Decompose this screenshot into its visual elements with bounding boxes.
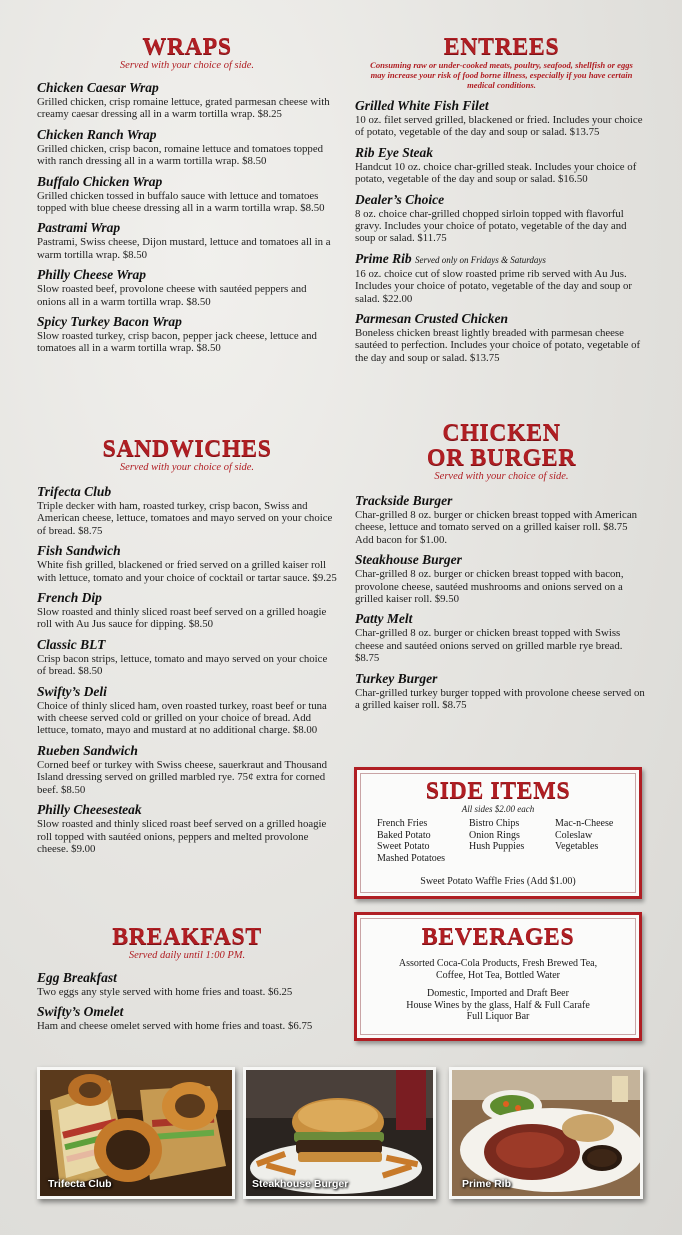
beverage-line: House Wines by the glass, Half & Full Carafe <box>406 999 590 1011</box>
menu-item <box>37 1004 337 1032</box>
menu-item <box>355 192 648 245</box>
menu-item-name <box>355 251 648 268</box>
menu-item-description: White fish grilled, blackened or fried served on a grilled kaiser roll with lettuce, tomato and your choice of cocktail or tartar sauce. $9.25 <box>37 559 337 584</box>
menu-item-description: Char-grilled 8 oz. burger or chicken breast topped with Swiss cheese and sautéed onions served on grilled marble rye bread. $8.75 <box>355 627 623 665</box>
menu-item-description: Char-grilled turkey burger topped with provolone cheese served on a grilled kaiser roll. $8.75 <box>355 686 645 712</box>
wraps-section <box>37 34 337 361</box>
photo-trifecta-club <box>37 1067 235 1199</box>
beverage-line: Full Liquor Bar <box>466 1011 530 1022</box>
menu-item <box>37 80 337 121</box>
menu-item <box>37 220 337 261</box>
menu-item-name <box>355 98 648 114</box>
menu-item-description: Boneless chicken breast lightly breaded with parmesan cheese sautéed to perfection. Includes your choice of potato, vegetable of the day and soup or salad. $13.75 <box>355 327 641 364</box>
menu-item <box>37 802 337 855</box>
photo-steakhouse-burger <box>243 1067 436 1199</box>
menu-item-description: Pastrami, Swiss cheese, Dijon mustard, lettuce and tomatoes all in a warm tortilla wrap. $8.50 <box>37 236 331 261</box>
menu-item <box>355 251 648 305</box>
menu-item-description: 8 oz. choice char-grilled chopped sirloin topped with flavorful gravy. Includes your choice of potato, vegetable of the day and soup or salad. $11.75 <box>355 207 627 245</box>
menu-item-title: Philly Cheesesteak <box>37 802 142 818</box>
menu-item-description: Grilled chicken, crisp bacon, romaine lettuce and tomatoes topped with ranch dressing all in a warm tortilla wrap. $8.50 <box>37 142 324 168</box>
side-item: Hush Puppies <box>469 841 525 852</box>
photo-caption: Trifecta Club <box>48 1178 112 1190</box>
menu-item-name <box>355 552 648 568</box>
beverage-line: Coffee, Hot Tea, Bottled Water <box>435 969 561 981</box>
section-subtitle-chicken-burger: Served with your choice of side. <box>434 471 569 482</box>
menu-item-name <box>355 611 648 627</box>
menu-item <box>355 145 648 186</box>
menu-item-note: Served only on Fridays & Saturdays <box>415 254 546 265</box>
menu-item <box>355 493 648 546</box>
menu-item-name <box>37 174 337 190</box>
menu-item-name <box>37 220 337 236</box>
menu-item-title: Patty Melt <box>355 611 413 627</box>
photo-strip <box>30 1067 650 1202</box>
menu-item-title: Rueben Sandwich <box>37 742 138 758</box>
menu-item-name <box>37 743 337 759</box>
menu-item-title: Buffalo Chicken Wrap <box>37 173 163 189</box>
menu-item-title: Rib Eye Steak <box>355 144 433 160</box>
breakfast-section <box>37 924 337 1039</box>
side-item: Sweet Potato <box>377 841 430 852</box>
menu-item-description: Slow roasted turkey, crisp bacon, pepper jack cheese, lettuce and tomatoes all in a warm tortilla wrap. $8.50 <box>37 330 317 355</box>
side-item: Bistro Chips <box>469 818 520 829</box>
menu-item-description: Choice of thinly sliced ham, oven roasted turkey, roast beef or tuna with cheese served cold or grilled on your choice of bread. Add lettuce, tomato, mayo and mustard at no additional charge. $8.00 <box>37 699 327 737</box>
menu-item-title: Parmesan Crusted Chicken <box>355 311 509 327</box>
menu-item <box>37 484 337 537</box>
menu-item-description: Char-grilled 8 oz. burger or chicken breast topped with American cheese, lettuce and tomato served on a grilled kaiser roll. $8.75 Add bacon for $1.00. <box>355 509 638 546</box>
menu-item-title: Philly Cheese Wrap <box>37 267 147 283</box>
section-title-wraps: WRAPS <box>142 34 232 60</box>
menu-item-title: French Dip <box>37 590 102 606</box>
section-title-breakfast: BREAKFAST <box>112 924 262 950</box>
menu-item <box>37 637 337 678</box>
sandwiches-section <box>37 436 337 861</box>
side-items-column-2 <box>469 818 555 864</box>
menu-item <box>37 314 337 355</box>
side-item: Mac-n-Cheese <box>555 818 614 829</box>
menu-item-title: Prime Rib <box>355 250 412 266</box>
menu-item-name <box>37 314 337 330</box>
menu-item-name <box>37 484 337 500</box>
menu-item-description: Char-grilled 8 oz. burger or chicken breast topped with bacon, provolone cheese, sautéed mushrooms and onions served on a grilled kaiser roll. $9.50 <box>355 568 624 606</box>
menu-item-description: 16 oz. choice cut of slow roasted prime rib served with Au Jus. Includes your choice of potato, vegetable of the day and soup or salad. $22.00 <box>355 267 633 305</box>
menu-item <box>37 743 337 796</box>
section-title-sandwiches: SANDWICHES <box>102 436 272 462</box>
beverage-line: Assorted Coca-Cola Products, Fresh Brewed Tea, <box>398 958 598 969</box>
menu-item-title: Chicken Ranch Wrap <box>37 126 157 142</box>
side-item-waffle-fries: Sweet Potato Waffle Fries (Add $1.00) <box>420 876 576 887</box>
menu-item <box>37 267 337 308</box>
menu-item <box>37 127 337 168</box>
menu-item <box>355 671 648 712</box>
side-item: Mashed Potatoes <box>377 852 446 864</box>
menu-item-title: Trackside Burger <box>355 493 453 508</box>
menu-item-title: Chicken Caesar Wrap <box>37 80 159 95</box>
menu-item-title: Steakhouse Burger <box>355 552 462 568</box>
menu-item-title: Turkey Burger <box>355 670 438 686</box>
menu-item-description: Crisp bacon strips, lettuce, tomato and mayo served on your choice of bread. $8.50 <box>37 652 328 678</box>
menu-item-title: Pastrami Wrap <box>37 220 121 236</box>
menu-item-description: Grilled chicken, crisp romaine lettuce, grated parmesan cheese with creamy caesar dressing all in a warm tortilla wrap. $8.25 <box>37 96 330 121</box>
section-subtitle-wraps: Served with your choice of side. <box>119 60 255 71</box>
menu-item-description: Slow roasted and thinly sliced roast beef served on a grilled hoagie roll topped with sautéed onions, peppers and melted provolone cheese. $9.00 <box>37 818 327 855</box>
menu-item-description: Handcut 10 oz. choice char-grilled steak. Includes your choice of potato, vegetable of the day and soup or salad. $16.50 <box>355 160 637 186</box>
menu-item-title: Fish Sandwich <box>37 543 121 559</box>
menu-item-name <box>37 637 337 653</box>
beverage-line: Domestic, Imported and Draft Beer <box>427 988 569 999</box>
section-subtitle-breakfast: Served daily until 1:00 PM. <box>128 950 246 961</box>
menu-item-name <box>37 970 337 986</box>
menu-item-name <box>355 311 648 327</box>
side-item: Baked Potato <box>377 829 431 841</box>
beverages-box <box>354 912 642 1041</box>
side-items-price-note: All sides $2.00 each <box>461 804 535 814</box>
menu-item-description: Ham and cheese omelet served with home fries and toast. $6.75 <box>37 1020 313 1033</box>
menu-item-name <box>37 80 337 96</box>
menu-item <box>355 552 648 605</box>
side-item: French Fries <box>377 818 428 829</box>
side-items-column-1 <box>377 818 469 864</box>
entrees-section <box>355 34 648 370</box>
menu-item-name <box>37 543 337 559</box>
menu-item <box>37 590 337 631</box>
menu-item-description: Slow roasted beef, provolone cheese with sautéed peppers and onions all in a warm tortilla wrap. $8.50 <box>37 283 307 308</box>
menu-item <box>37 684 337 737</box>
side-item: Vegetables <box>555 841 599 852</box>
menu-item-description: Triple decker with ham, roasted turkey, crisp bacon, Swiss and American cheese, lettuce, tomatoes and mayo served on your choice of bread. $8.75 <box>37 500 333 537</box>
chicken-burger-section <box>355 420 648 717</box>
section-title-side-items: SIDE ITEMS <box>425 778 571 804</box>
menu-item-description: Corned beef or turkey with Swiss cheese, sauerkraut and Thousand Island dressing served on grilled marbled rye. 75¢ extra for corned beef. $8.50 <box>37 758 328 796</box>
menu-item-description: Slow roasted and thinly sliced roast beef served on a grilled hoagie roll with Au Jus sauce for dipping. $8.50 <box>37 606 327 631</box>
side-item: Onion Rings <box>469 829 520 841</box>
side-item: Coleslaw <box>555 829 593 841</box>
menu-item <box>355 98 648 139</box>
menu-item-title: Swifty’s Deli <box>37 683 107 699</box>
menu-item-title: Grilled White Fish Filet <box>355 98 489 113</box>
menu-item-name <box>37 267 337 283</box>
menu-item <box>355 311 648 364</box>
side-items-box <box>354 767 642 899</box>
side-items-list <box>361 814 635 864</box>
section-title-chicken-line2: OR BURGER <box>426 445 577 471</box>
menu-item-name <box>37 590 337 606</box>
menu-item-name <box>355 493 648 509</box>
menu-item-name <box>355 671 648 687</box>
menu-item-description: Two eggs any style served with home fries and toast. $6.25 <box>37 986 293 998</box>
photo-prime-rib <box>449 1067 643 1199</box>
section-subtitle-sandwiches: Served with your choice of side. <box>119 462 255 473</box>
menu-item-description: Grilled chicken tossed in buffalo sauce with lettuce and tomatoes topped with blue cheese dressing all in a warm tortilla wrap. $8.50 <box>37 189 325 215</box>
menu-item-title: Egg Breakfast <box>37 970 117 985</box>
menu-item-name <box>37 802 337 818</box>
section-title-chicken-line1: CHICKEN <box>442 420 561 446</box>
menu-item <box>355 611 648 664</box>
menu-item-title: Dealer’s Choice <box>355 191 445 207</box>
menu-item <box>37 970 337 998</box>
menu-item-title: Classic BLT <box>37 636 106 652</box>
menu-item-description: 10 oz. filet served grilled, blackened or fried. Includes your choice of potato, vegetable of the day and soup or salad. $13.75 <box>355 114 643 139</box>
menu-item-title: Swifty’s Omelet <box>37 1004 124 1020</box>
photo-caption: Prime Rib <box>462 1178 512 1190</box>
menu-item-name <box>37 684 337 700</box>
photo-caption: Steakhouse Burger <box>252 1178 349 1190</box>
menu-item-title: Spicy Turkey Bacon Wrap <box>37 314 182 330</box>
side-items-column-3 <box>555 818 645 864</box>
menu-item-name <box>355 145 648 161</box>
menu-item <box>37 543 337 584</box>
section-title-entrees: ENTREES <box>443 34 560 60</box>
menu-item <box>37 174 337 215</box>
menu-item-title: Trifecta Club <box>37 484 112 499</box>
menu-item-name <box>355 192 648 208</box>
menu-item-name <box>37 1004 337 1020</box>
section-title-beverages: BEVERAGES <box>421 924 575 950</box>
menu-item-name <box>37 127 337 143</box>
food-safety-disclaimer: Consuming raw or under-cooked meats, poultry, seafood, shellfish or eggs may increase your risk of food borne illness, especially if you have certain medical conditions. <box>370 60 633 90</box>
